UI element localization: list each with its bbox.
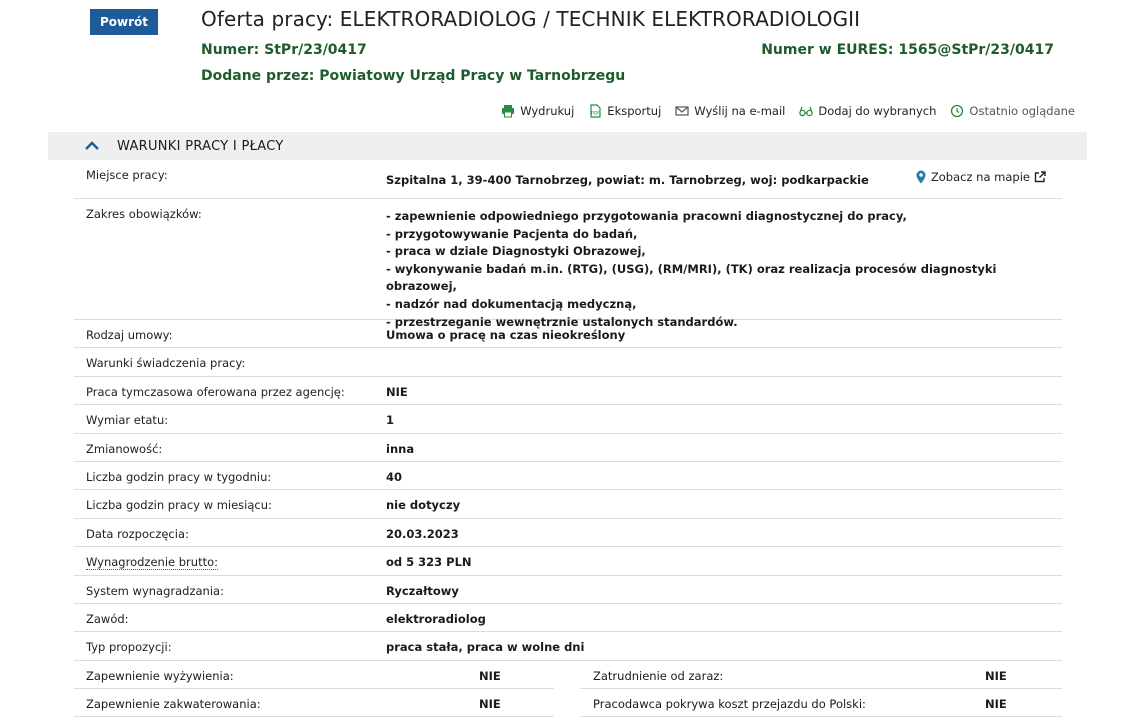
page-title: Oferta pracy: ELEKTRORADIOLOG / TECHNIK ELEKTRORADIOLOGII: [201, 7, 861, 31]
back-button[interactable]: Powrót: [90, 9, 158, 35]
section-header-work-conditions[interactable]: [48, 132, 1087, 160]
row-value: NIE: [985, 668, 1007, 683]
row-value: nie dotyczy: [386, 498, 461, 513]
print-label: Wydrukuj: [520, 104, 575, 118]
export-action[interactable]: [588, 104, 661, 118]
list-item: - zapewnienie odpowiedniego przygotowania pracowni diagnostycznej do pracy,: [386, 209, 907, 223]
table-row: [74, 632, 1062, 660]
list-item: - przestrzeganie wewnętrznie ustalonych standardów.: [386, 314, 738, 329]
row-value: 40: [386, 469, 403, 484]
table-row: [74, 547, 1062, 575]
add-to-favorites-action[interactable]: [799, 104, 936, 118]
export-label: Eksportuj: [607, 104, 662, 118]
eures-number-value: 1565@StPr/23/0417: [898, 42, 1054, 58]
table-row: [580, 689, 1062, 717]
eures-number: [761, 42, 1054, 58]
table-row: [74, 604, 1062, 632]
row-value: NIE: [386, 384, 408, 399]
row-label: Zapewnienie zakwaterowania:: [86, 697, 261, 712]
offer-number: [201, 42, 367, 58]
row-label: Liczba godzin pracy w miesiącu:: [86, 498, 272, 513]
salary-tooltip-label[interactable]: Wynagrodzenie brutto:: [86, 555, 218, 570]
recently-viewed-action[interactable]: [950, 104, 1075, 118]
row-label: Wymiar etatu:: [86, 413, 169, 428]
row-value: Ryczałtowy: [386, 583, 459, 598]
duties-list: [386, 207, 1062, 331]
row-label: Data rozpoczęcia:: [86, 526, 189, 541]
list-item: - nadzór nad dokumentacją medyczną,: [386, 296, 637, 311]
added-by: [201, 68, 625, 84]
clock-icon: [950, 104, 964, 118]
row-label: Praca tymczasowa oferowana przez agencję:: [86, 384, 345, 399]
added-by-value[interactable]: Powiatowy Urząd Pracy w Tarnobrzegu: [319, 68, 626, 84]
map-pin-icon: [915, 170, 927, 184]
table-row: [74, 199, 1062, 329]
row-label: Warunki świadczenia pracy:: [86, 356, 246, 371]
external-link-icon: [1034, 170, 1046, 184]
add-to-favorites-label: Dodaj do wybranych: [818, 104, 937, 118]
print-action[interactable]: [501, 104, 574, 118]
table-row: [74, 462, 1062, 490]
row-value: [386, 170, 1062, 187]
list-item: - wykonywanie badań m.in. (RTG), (USG), (RM/MRI), (TK) oraz realizacja procesów diagnostyki obrazowej,: [386, 261, 997, 294]
table-row: [74, 377, 1062, 405]
table-row: [74, 576, 1062, 604]
row-label: Zawód:: [86, 611, 129, 626]
table-row: [74, 490, 1062, 518]
offer-number-label: Numer:: [201, 42, 265, 58]
place-address: Szpitalna 1, 39-400 Tarnobrzeg, powiat: m. Tarnobrzeg, woj: podkarpackie: [386, 173, 869, 187]
row-label: Zmianowość:: [86, 441, 163, 456]
row-label: Typ propozycji:: [86, 640, 172, 655]
table-row: [74, 689, 554, 717]
row-label: [74, 555, 386, 569]
row-value: NIE: [479, 668, 501, 683]
list-item: - przygotowywanie Pacjenta do badań,: [386, 226, 638, 241]
row-value: Umowa o pracę na czas nieokreślony: [386, 328, 626, 342]
table-row: [74, 434, 1062, 462]
action-toolbar: [501, 104, 1075, 118]
recently-viewed-label: Ostatnio oglądane: [969, 104, 1075, 118]
row-value: inna: [386, 441, 415, 456]
section-title: WARUNKI PRACY I PŁACY: [117, 138, 284, 154]
row-label: Zatrudnienie od zaraz:: [593, 668, 724, 683]
map-link-label: Zobacz na mapie: [930, 170, 1030, 184]
row-label: System wynagradzania:: [86, 583, 224, 598]
table-row: [74, 405, 1062, 433]
table-row: [74, 661, 554, 689]
split-row: [74, 661, 1062, 689]
work-conditions-table: [74, 160, 1062, 717]
eures-number-label: Numer w EURES:: [761, 42, 899, 58]
offer-number-value: StPr/23/0417: [264, 42, 367, 58]
row-value: 20.03.2023: [386, 526, 459, 541]
email-action[interactable]: [675, 104, 785, 118]
row-label: Zapewnienie wyżywienia:: [86, 668, 234, 683]
row-value: NIE: [479, 697, 501, 712]
row-label: Pracodawca pokrywa koszt przejazdu do Polski:: [593, 697, 866, 712]
row-value: elektroradiolog: [386, 611, 486, 626]
table-row: [74, 160, 1062, 199]
row-value: NIE: [985, 697, 1007, 712]
chevron-up-icon[interactable]: [84, 138, 100, 154]
row-value: 1: [386, 413, 395, 428]
row-label: Liczba godzin pracy w tygodniu:: [86, 469, 272, 484]
table-row: [74, 348, 1062, 376]
envelope-icon: [675, 104, 689, 118]
email-label: Wyślij na e-mail: [694, 104, 786, 118]
table-row: [580, 661, 1062, 689]
pdf-icon: [588, 104, 602, 118]
added-by-label: Dodane przez:: [201, 68, 320, 84]
row-label: Rodzaj umowy:: [86, 328, 173, 342]
map-link[interactable]: [915, 170, 1046, 184]
row-label: Zakres obowiązków:: [86, 207, 202, 221]
list-item: - praca w dziale Diagnostyki Obrazowej,: [386, 244, 646, 259]
glasses-icon: [799, 104, 813, 118]
table-row: [74, 519, 1062, 547]
split-row: [74, 689, 1062, 717]
svg-text:PDF: PDF: [591, 111, 601, 117]
row-value: praca stała, praca w wolne dni: [386, 640, 585, 655]
row-label: Miejsce pracy:: [86, 168, 168, 182]
row-value: od 5 323 PLN: [386, 555, 472, 570]
printer-icon: [501, 104, 515, 118]
